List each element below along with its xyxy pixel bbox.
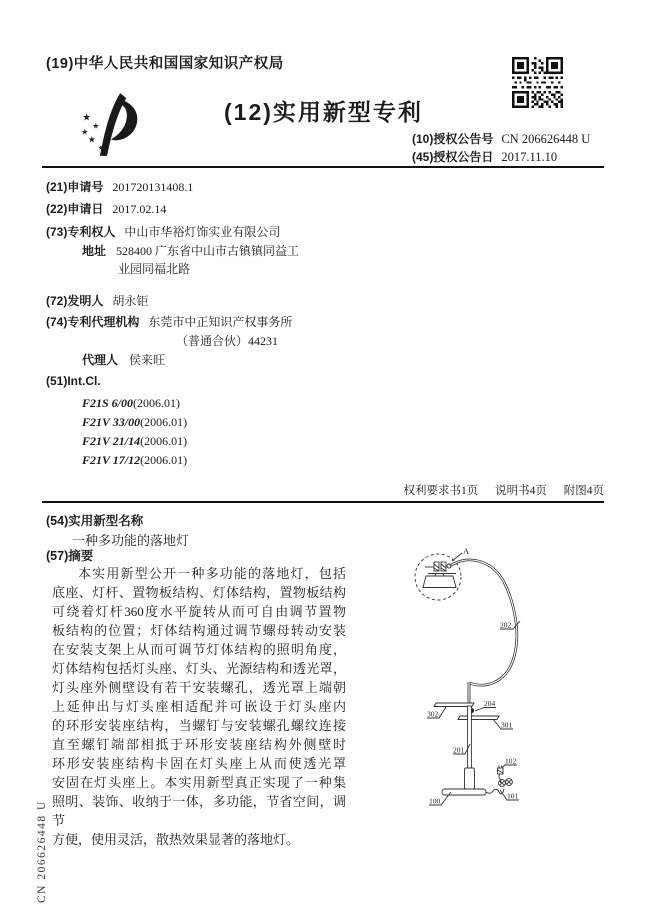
inventor-row (46, 292, 148, 309)
abstract-line: 可绕着灯杆360度水平旋转从而可自由调节置物 (52, 604, 346, 619)
abstract-line: 直至螺钉端部相抵于环形安装座结构外侧壁时 (52, 737, 346, 752)
inventor-label: (72)发明人 (46, 294, 104, 308)
figure-label-102: 102 (505, 756, 517, 766)
abstract-line: 的环形安装座结构，当螺钉与安装螺孔螺纹连接 (52, 718, 346, 733)
pub-no-label: (10)授权公告号 (412, 132, 494, 146)
intcl-code: F21S 6/00 (82, 396, 134, 410)
app-no-value: 201720131408.1 (112, 180, 194, 194)
logo-star-icon: ★ (81, 127, 89, 137)
intcl-item (82, 434, 187, 449)
logo-star-icon: ★ (97, 143, 105, 152)
intcl-version: (2006.01) (133, 396, 181, 410)
document-type-title: (12)实用新型专利 (224, 99, 423, 125)
intcl-code: F21V 21/14 (82, 434, 141, 448)
agency-line2: （普通合伙）44231 (176, 334, 279, 348)
app-date-label: (22)申请日 (46, 202, 104, 216)
base-plate (442, 789, 486, 795)
patentee-label: (73)专利权人 (46, 225, 116, 239)
lamp-pole (468, 706, 472, 768)
drawings-pages: 附图4页 (563, 485, 604, 497)
qr-code (512, 57, 563, 108)
figure-label-301: 301 (501, 720, 513, 730)
intcl-code: F21V 17/12 (82, 453, 141, 467)
figure-label-204: 204 (484, 699, 496, 708)
abstract-line: 方便，使用灵活，散热效果显著的落地灯。 (52, 832, 300, 847)
intcl-version: (2006.01) (140, 434, 188, 448)
address-label: 地址 (82, 244, 107, 258)
agent-label: 代理人 (82, 353, 119, 367)
figure-label-101: 101 (507, 791, 519, 801)
sidebar-document-code: CN 206626448 U (36, 800, 48, 903)
publication-date-row (412, 148, 557, 165)
address-line2: 业园同福北路 (118, 262, 191, 276)
biblio-divider (42, 501, 604, 503)
publication-number-row (412, 130, 590, 147)
agency-value: 东莞市中正知识产权事务所 (148, 315, 293, 329)
title-section-label: (54)实用新型名称 (46, 514, 144, 528)
abstract-line: 本实用新型公开一种多功能的落地灯，包括 (78, 566, 346, 581)
agency-row (46, 313, 292, 330)
address-line1: 528400 广东省中山市古镇镇同益工 (116, 244, 300, 258)
inventor-value: 胡永钜 (112, 294, 149, 308)
logo-star-icon: ★ (82, 112, 92, 124)
abstract-line: 灯头座外侧壁设有若干安装螺孔，透光罩上端朝 (52, 680, 346, 695)
agent-row (82, 351, 165, 368)
patentee-row (46, 223, 280, 240)
pub-date-label: (45)授权公告日 (412, 150, 494, 164)
application-date-row (46, 200, 166, 217)
pub-no-value: CN 206626448 U (501, 132, 591, 146)
claims-pages: 权利要求书1页 (403, 485, 479, 497)
figure-floor-lamp (400, 540, 615, 830)
intcl-row (46, 374, 101, 389)
agency-label: (74)专利代理机构 (46, 315, 140, 329)
figure-label-201: 201 (453, 745, 465, 755)
lower-shelf (458, 716, 499, 720)
patentee-value: 中山市华裕灯饰实业有限公司 (124, 225, 281, 239)
intcl-version: (2006.01) (140, 415, 188, 429)
intcl-item (82, 396, 180, 411)
abstract-line: 在安装支架上从而可调节灯体结构的照明角度， (52, 642, 346, 657)
cnipa-logo (74, 87, 140, 162)
intcl-label: (51)Int.Cl. (46, 374, 101, 388)
figure-label-202: 202 (500, 620, 512, 630)
invention-title: 一种多功能的落地灯 (72, 533, 190, 548)
abstract-text (52, 564, 346, 849)
abstract-section-label: (57)摘要 (46, 549, 94, 563)
abstract-line: 上延伸出与灯头座相适配并可嵌设于灯头座内 (52, 699, 346, 714)
agent-value: 侯来旺 (129, 353, 166, 367)
intcl-item (82, 453, 187, 468)
logo-star-icon: ★ (92, 121, 100, 131)
figure-label-100: 100 (429, 796, 441, 806)
figure-label-A: A (463, 546, 470, 556)
description-pages: 说明书4页 (495, 485, 547, 497)
application-number-row (46, 178, 193, 195)
abstract-line: 板结构的位置；灯体结构通过调节螺母转动安装 (52, 623, 346, 638)
abstract-line: 灯体结构包括灯头座、灯头、光源结构和透光罩， (52, 661, 346, 676)
base-column (465, 768, 475, 789)
figure-label-302: 302 (427, 709, 439, 719)
pages-info (330, 482, 604, 498)
address-row (82, 242, 299, 259)
app-date-value: 2017.02.14 (112, 202, 167, 216)
intcl-code: F21V 33/00 (82, 415, 141, 429)
abstract-line: 安固在灯头座上。本实用新型真正实现了一种集 (52, 775, 346, 790)
abstract-line: 底座、灯杆、置物板结构、灯体结构，置物板结构 (52, 585, 346, 600)
abstract-line: 照明、装饰、收纳于一体，多功能，节省空间，调节 (52, 794, 346, 828)
header-divider (42, 166, 604, 168)
app-no-label: (21)申请号 (46, 180, 104, 194)
abstract-line: 环形安装座结构卡固在灯头座上从而使透光罩 (52, 756, 346, 771)
issuing-office: (19)中华人民共和国国家知识产权局 (46, 56, 284, 72)
intcl-version: (2006.01) (140, 453, 188, 467)
intcl-item (82, 415, 187, 430)
lamp-shade (423, 576, 456, 588)
pub-date-value: 2017.11.10 (501, 150, 558, 164)
logo-star-icon: ★ (87, 134, 96, 145)
